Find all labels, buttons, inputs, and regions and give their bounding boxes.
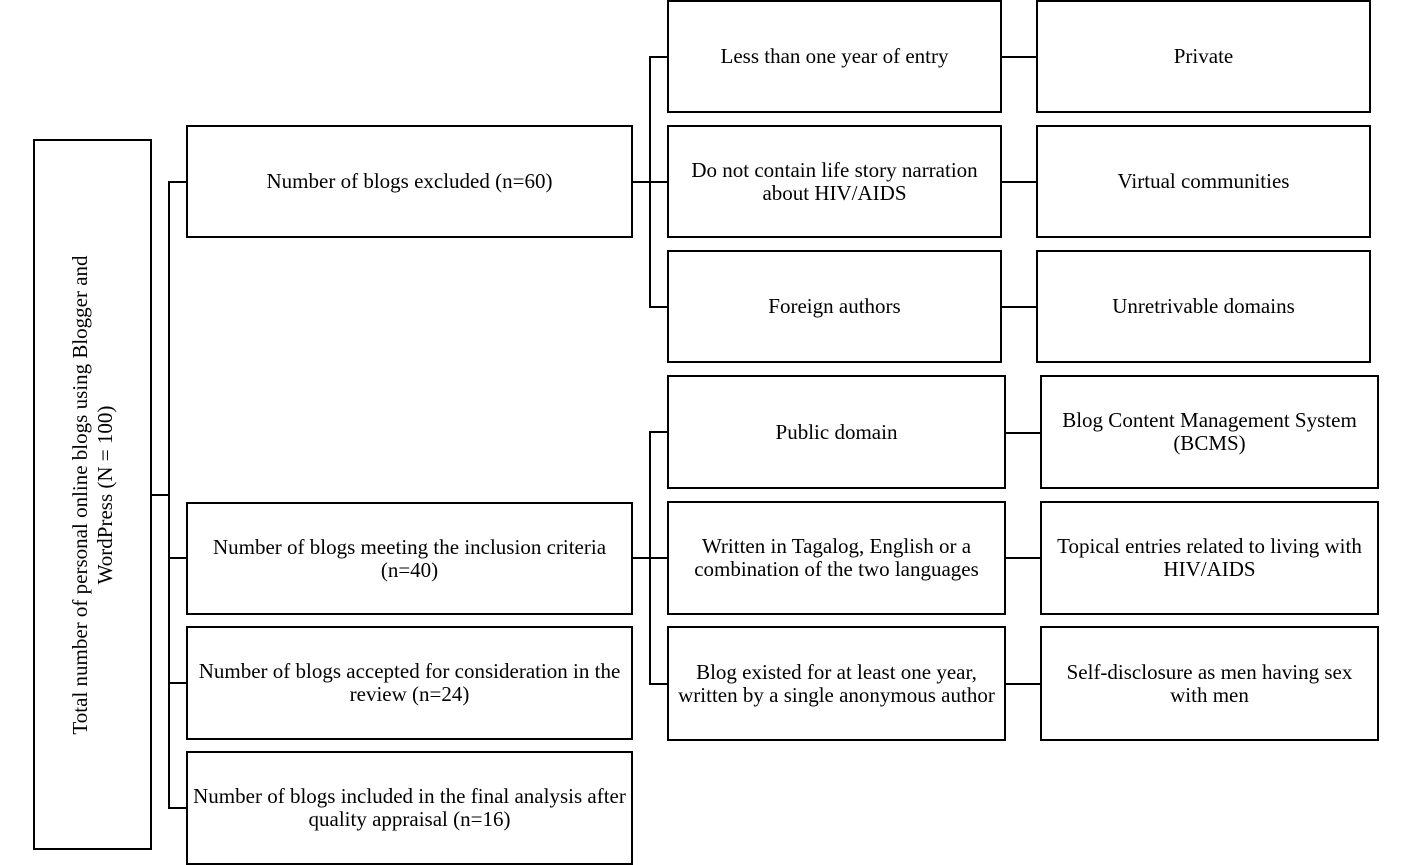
inclusion-detail-box bbox=[1040, 501, 1379, 615]
exclusion-detail-label: Unretrivable domains bbox=[1112, 294, 1295, 318]
inclusion-criterion-box bbox=[667, 626, 1006, 741]
exclusion-criterion-label: Less than one year of entry bbox=[720, 44, 949, 68]
connector-line bbox=[168, 181, 170, 809]
exclusion-criterion-box bbox=[667, 125, 1002, 238]
exclusion-detail-label: Virtual communities bbox=[1117, 169, 1290, 193]
root-box-total-blogs bbox=[33, 139, 152, 850]
exclusion-detail-box bbox=[1036, 0, 1371, 113]
inclusion-detail-label: Topical entries related to living with HIV/AIDS bbox=[1057, 534, 1362, 581]
exclusion-criterion-box bbox=[667, 0, 1002, 113]
exclusion-criterion-box bbox=[667, 250, 1002, 363]
inclusion-detail-label: Blog Content Management System (BCMS) bbox=[1062, 408, 1357, 455]
inclusion-detail-box bbox=[1040, 626, 1379, 741]
connector-line bbox=[649, 56, 668, 58]
exclusion-detail-label: Private bbox=[1173, 44, 1234, 68]
exclusion-detail-box bbox=[1036, 250, 1371, 363]
connector-line bbox=[1001, 306, 1037, 308]
connector-line bbox=[1001, 181, 1037, 183]
stage-label-final-analysis: Number of blogs included in the final analysis after quality appraisal (n=16) bbox=[193, 784, 626, 831]
inclusion-criterion-label: Blog existed for at least one year, written by a single anonymous author bbox=[678, 659, 995, 707]
inclusion-detail-label: Self-disclosure as men having sex with men bbox=[1066, 659, 1353, 707]
inclusion-criterion-label: Public domain bbox=[775, 419, 898, 444]
connector-line bbox=[1005, 432, 1041, 434]
connector-line bbox=[168, 807, 187, 809]
connector-line bbox=[1005, 683, 1041, 685]
inclusion-criterion-box bbox=[667, 501, 1006, 615]
connector-line bbox=[1005, 557, 1041, 559]
stage-box-final-analysis bbox=[186, 751, 633, 865]
exclusion-criterion-label: Foreign authors bbox=[768, 294, 901, 318]
connector-line bbox=[1001, 56, 1037, 58]
exclusion-criterion-label: Do not contain life story narration about HIV/AIDS bbox=[691, 157, 978, 205]
root-label: Total number of personal online blogs using Blogger and WordPress (N = 100) bbox=[67, 254, 117, 735]
stage-label-inclusion: Number of blogs meeting the inclusion criteria (n=40) bbox=[212, 534, 607, 582]
stage-label-excluded: Number of blogs excluded (n=60) bbox=[266, 169, 553, 193]
stage-label-accepted: Number of blogs accepted for consideration in the review (n=24) bbox=[198, 659, 621, 706]
connector-line bbox=[168, 181, 187, 183]
connector-line bbox=[168, 557, 187, 559]
stage-box-accepted bbox=[186, 626, 633, 740]
stage-box-inclusion bbox=[186, 502, 633, 615]
connector-line bbox=[649, 431, 651, 685]
inclusion-criterion-label: Written in Tagalog, English or a combination of the two languages bbox=[694, 534, 979, 581]
connector-line bbox=[649, 56, 651, 308]
exclusion-detail-box bbox=[1036, 125, 1371, 238]
connector-line bbox=[649, 306, 668, 308]
connector-line bbox=[649, 431, 668, 433]
connector-line bbox=[649, 683, 668, 685]
stage-box-excluded bbox=[186, 125, 633, 238]
inclusion-detail-box bbox=[1040, 375, 1379, 489]
inclusion-criterion-box bbox=[667, 375, 1006, 489]
connector-line bbox=[168, 682, 187, 684]
